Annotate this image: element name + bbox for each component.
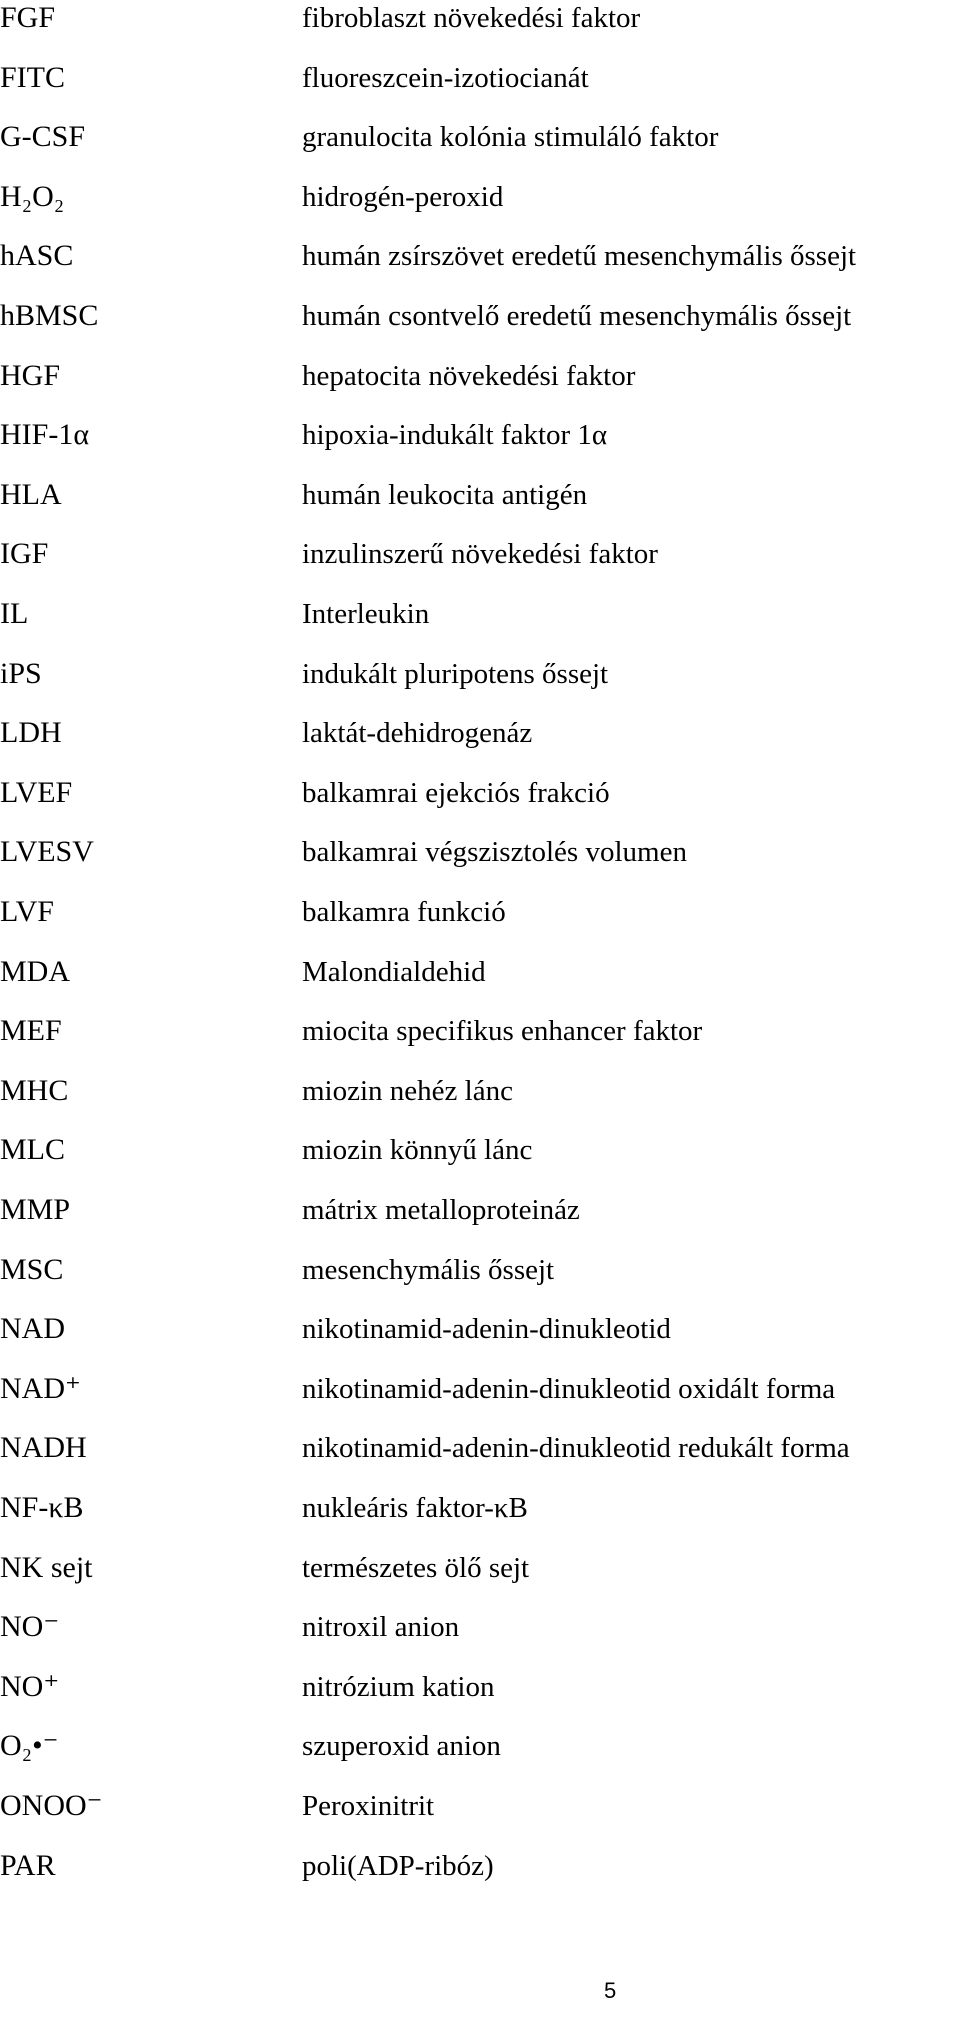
abbreviation-term: FGF: [0, 1, 56, 34]
abbreviation-definition: nitroxil anion: [302, 1611, 460, 1644]
abbreviation-row: [0, 536, 960, 596]
abbreviation-term: PAR: [0, 1848, 56, 1882]
abbreviation-row: [0, 60, 960, 120]
abbreviation-row: [0, 1073, 960, 1133]
abbreviation-row: [0, 715, 960, 775]
abbreviation-definition: fibroblaszt növekedési faktor: [302, 2, 641, 34]
abbreviation-row: [0, 775, 960, 835]
abbreviation-definition: hepatocita növekedési faktor: [302, 359, 636, 392]
abbreviation-definition: fluoreszcein-izotiocianát: [302, 61, 589, 94]
abbreviation-definition: miocita specifikus enhancer faktor: [302, 1015, 703, 1048]
abbreviation-definition: indukált pluripotens őssejt: [302, 657, 609, 690]
abbreviation-term: MSC: [0, 1252, 64, 1286]
abbreviation-definition: Malondialdehid: [302, 955, 486, 988]
abbreviation-term: ONOO⁻: [0, 1789, 103, 1822]
abbreviation-term: NO⁻: [0, 1610, 60, 1644]
abbreviation-definition: balkamra funkció: [302, 896, 506, 928]
abbreviation-term: MMP: [0, 1193, 71, 1226]
abbreviation-definition: Peroxinitrit: [302, 1790, 435, 1822]
abbreviation-definition: humán leukocita antigén: [302, 478, 588, 511]
abbreviation-term: MLC: [0, 1133, 66, 1167]
abbreviation-definition: nikotinamid-adenin-dinukleotid: [302, 1313, 671, 1346]
abbreviation-term: MEF: [0, 1014, 62, 1048]
abbreviation-row: [0, 1013, 960, 1073]
abbreviation-row: [0, 298, 960, 358]
abbreviation-term: hASC: [0, 239, 74, 273]
abbreviation-row: [0, 1192, 960, 1252]
abbreviation-definition: nikotinamid-adenin-dinukleotid oxidált forma: [302, 1372, 836, 1405]
abbreviation-row: [0, 1609, 960, 1669]
abbreviation-definition: természetes ölő sejt: [302, 1551, 530, 1584]
abbreviation-row: [0, 1490, 960, 1550]
abbreviation-term: HLA: [0, 477, 62, 511]
abbreviation-row: [0, 477, 960, 537]
abbreviation-row: [0, 1371, 960, 1431]
abbreviation-row: [0, 1132, 960, 1192]
abbreviation-definition: inzulinszerű növekedési faktor: [302, 538, 658, 571]
abbreviation-term: HGF: [0, 358, 61, 392]
abbreviation-term: iPS: [0, 656, 42, 690]
abbreviation-definition: nikotinamid-adenin-dinukleotid redukált forma: [302, 1432, 850, 1465]
abbreviation-term: LDH: [0, 716, 62, 750]
abbreviation-term: O₂•⁻: [0, 1729, 59, 1763]
abbreviation-term: NO⁺: [0, 1669, 60, 1703]
abbreviation-definition: balkamrai ejekciós frakció: [302, 776, 610, 809]
abbreviation-row: [0, 894, 960, 954]
abbreviation-term: LVF: [0, 895, 54, 928]
abbreviation-term: G-CSF: [0, 120, 86, 154]
abbreviation-term: MHC: [0, 1073, 69, 1107]
abbreviation-definition: mesenchymális őssejt: [302, 1253, 555, 1286]
abbreviation-row: [0, 119, 960, 179]
abbreviation-definition: humán csontvelő eredetű mesenchymális őssejt: [302, 300, 852, 332]
abbreviation-row: [0, 179, 960, 239]
abbreviation-definition: granulocita kolónia stimuláló faktor: [302, 121, 719, 154]
abbreviation-term: NAD⁺: [0, 1371, 81, 1405]
abbreviation-row: [0, 1311, 960, 1371]
abbreviation-term: NADH: [0, 1431, 87, 1465]
abbreviation-term: H₂O₂: [0, 179, 65, 213]
abbreviation-definition: mátrix metalloproteináz: [302, 1194, 580, 1226]
abbreviation-term: NK sejt: [0, 1550, 93, 1584]
abbreviation-row: [0, 358, 960, 418]
abbreviation-row: [0, 1728, 960, 1788]
abbreviation-definition: poli(ADP-ribóz): [302, 1849, 494, 1882]
abbreviation-term: HIF-1α: [0, 418, 90, 452]
abbreviation-row: [0, 238, 960, 298]
abbreviation-row: [0, 417, 960, 477]
abbreviation-row: [0, 656, 960, 716]
abbreviation-term: LVEF: [0, 775, 73, 809]
abbreviation-term: hBMSC: [0, 299, 99, 332]
abbreviation-definition: balkamrai végszisztolés volumen: [302, 836, 687, 869]
abbreviation-definition: Interleukin: [302, 598, 430, 630]
abbreviation-term: NAD: [0, 1312, 65, 1346]
abbreviation-definition: miozin nehéz lánc: [302, 1074, 513, 1107]
abbreviation-row: [0, 954, 960, 1014]
abbreviation-definition: nitrózium kation: [302, 1670, 495, 1703]
abbreviation-row: [0, 1669, 960, 1729]
abbreviation-term: IL: [0, 597, 29, 630]
abbreviation-term: MDA: [0, 954, 71, 988]
page-number-text: 5: [604, 1978, 617, 2003]
abbreviation-definition: hipoxia-indukált faktor 1α: [302, 419, 608, 452]
abbreviation-term: NF-κB: [0, 1491, 84, 1524]
abbreviation-row: [0, 1430, 960, 1490]
abbreviation-row: [0, 1252, 960, 1312]
abbreviation-definition: nukleáris faktor-κB: [302, 1492, 528, 1524]
abbreviation-definition: szuperoxid anion: [302, 1730, 501, 1763]
abbreviation-row: [0, 1788, 960, 1848]
abbreviation-definition: miozin könnyű lánc: [302, 1134, 533, 1167]
abbreviation-definition: hidrogén-peroxid: [302, 180, 504, 213]
abbreviation-term: LVESV: [0, 835, 94, 869]
abbreviation-row: [0, 0, 960, 60]
abbreviation-definition: humán zsírszövet eredetű mesenchymális őssejt: [302, 240, 857, 273]
abbreviation-row: [0, 1550, 960, 1610]
abbreviation-row: [0, 1848, 960, 1908]
abbreviation-row: [0, 596, 960, 656]
abbreviation-row: [0, 834, 960, 894]
abbreviation-definition: laktát-dehidrogenáz: [302, 717, 533, 750]
abbreviation-term: IGF: [0, 537, 49, 571]
abbreviation-term: FITC: [0, 60, 66, 94]
